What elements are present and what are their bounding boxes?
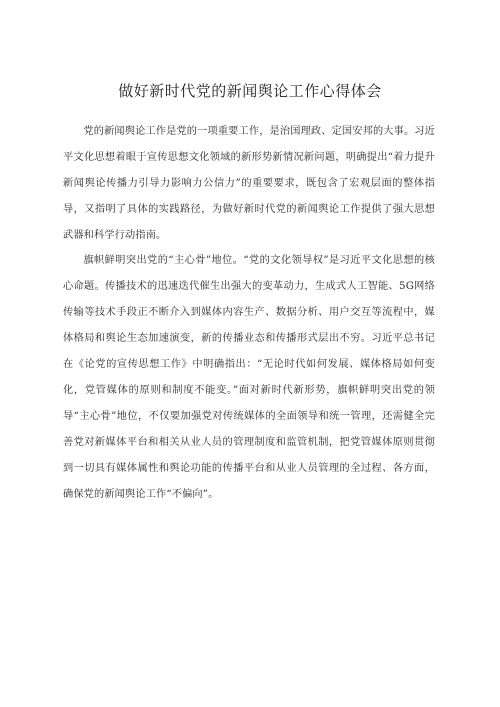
paragraph-intro: 党的新闻舆论工作是党的一项重要工作，是治国理政、定国安邦的大事。习近平文化思想着眼于宣传思想文化领域的新形势新情况新问题，明确提出“着力提升新闻舆论传播力引导力影响力公信力”的重要要求，既包含了宏观层面的整体指导，又指明了具体的实践路径，为做好新时代党的新闻舆论工作提供了强大思想武器和科学行动指南。	[63, 126, 435, 241]
document-title: 做好新时代党的新闻舆论工作心得体会	[118, 82, 382, 100]
paragraph-party-leadership: 旗帜鲜明突出党的“主心骨”地位。“党的文化领导权”是习近平文化思想的核心命题。传播技术的迅速迭代催生出强大的变革动力，生成式人工智能、5G网络传输等技术手段正不断介入到媒体内容生产、数据分析、用户交互等流程中，媒体格局和舆论生态加速演变，新的传播业态和传播形式层出不穷。习近平总书记在《论党的宣传思想工作》中明确指出：“无论时代如何发展、媒体格局如何变化，党管媒体的原则和制度不能变。”面对新时代新形势，旗帜鲜明突出党的领导“主心骨”地位，不仅要加强党对传统媒体的全面领导和统一管理，还需健全完善党对新媒体平台和相关从业人员的管理制度和监管机制，把党管媒体原则贯彻到一切具有媒体属性和舆论功能的传播平台和从业人员管理的全过程、各方面，确保党的新闻舆论工作“不偏向”。	[63, 255, 435, 500]
